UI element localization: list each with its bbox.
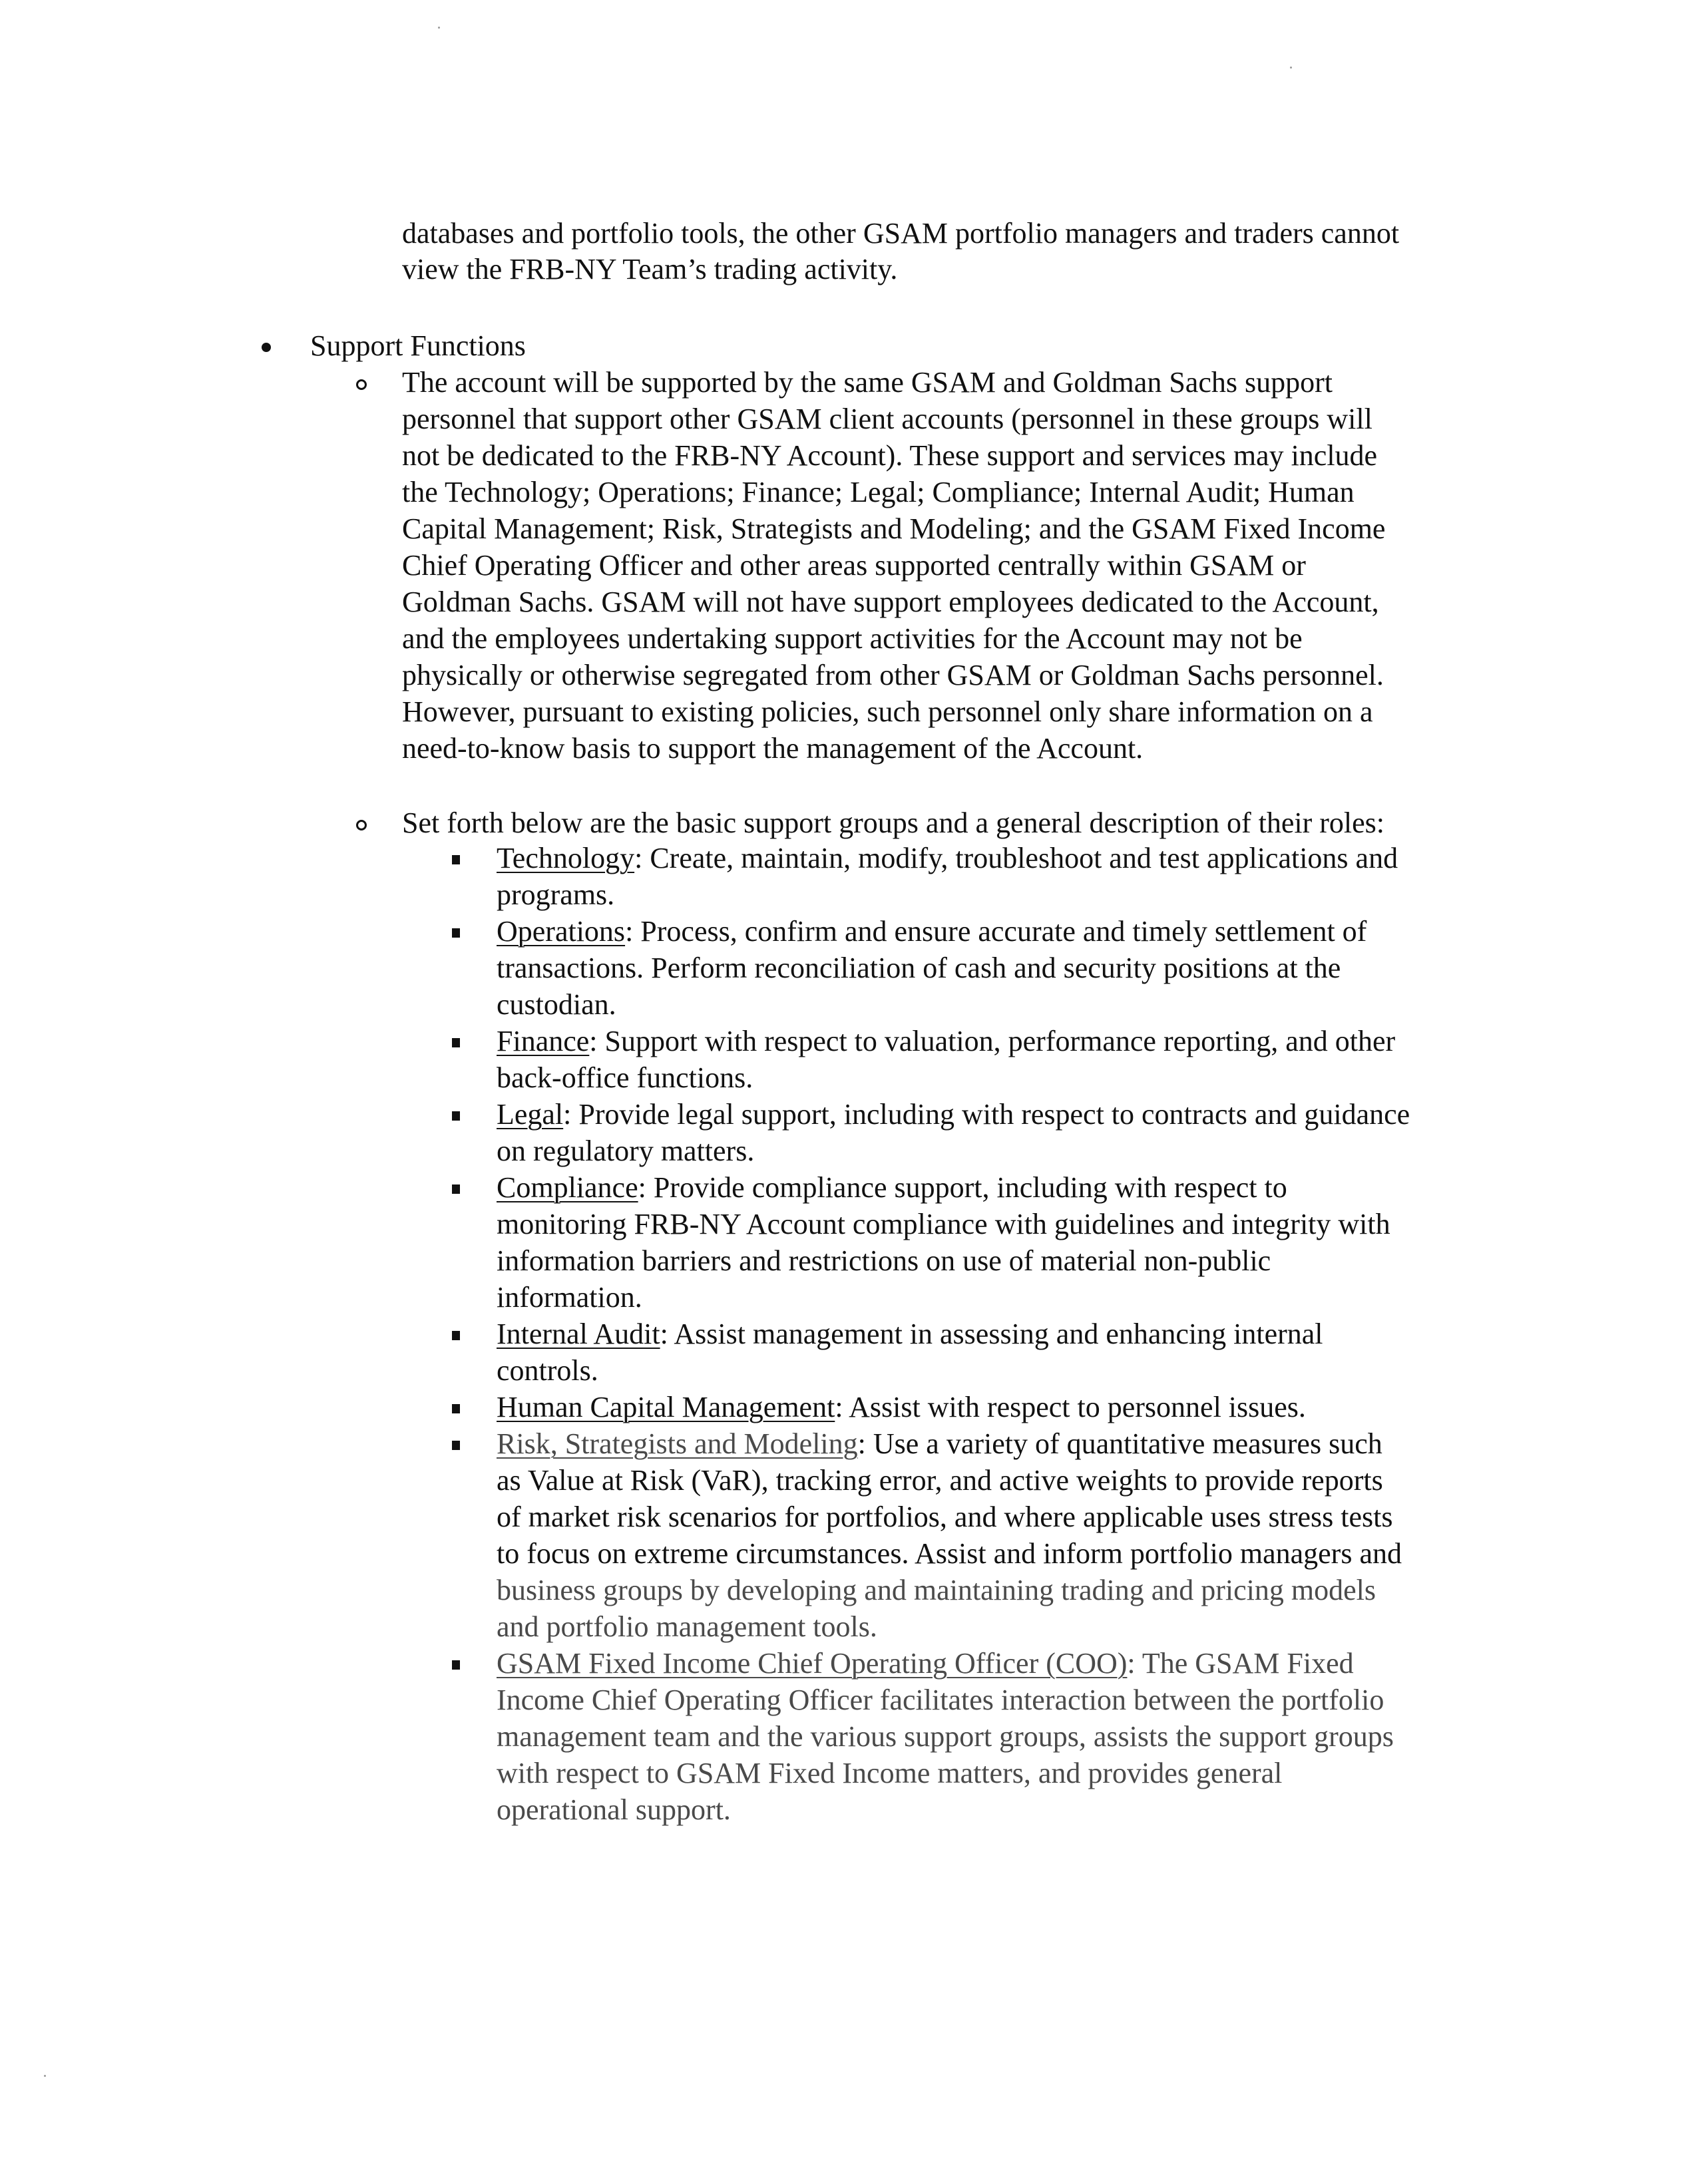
list-item xyxy=(497,1097,1410,1133)
list-item-term: Risk, Strategists and Modeling xyxy=(497,1427,858,1460)
scan-speck xyxy=(1290,67,1292,69)
list-item-term: Finance xyxy=(497,1025,590,1057)
list-item-line: custodian. xyxy=(497,988,616,1021)
bullet-circle-icon xyxy=(356,820,367,830)
list-item-text: : Create, maintain, modify, troubleshoot and test applications and xyxy=(634,842,1398,874)
list-item-line: with respect to GSAM Fixed Income matters, and provides general xyxy=(497,1757,1283,1789)
paragraph-line: Goldman Sachs. GSAM will not have support employees dedicated to the Account, xyxy=(402,586,1379,618)
paragraph-line: The account will be supported by the same GSAM and Goldman Sachs support xyxy=(402,366,1333,399)
list-item xyxy=(497,1389,1306,1425)
list-item xyxy=(497,840,1398,876)
list-item xyxy=(497,914,1367,950)
list-item xyxy=(497,1426,1382,1462)
list-item-line: business groups by developing and maintaining trading and pricing models xyxy=(497,1574,1376,1606)
bullet-square-icon xyxy=(452,855,460,864)
list-item-line: controls. xyxy=(497,1354,598,1387)
list-item xyxy=(497,1170,1287,1206)
list-item-term: Legal xyxy=(497,1098,564,1131)
paragraph-line: However, pursuant to existing policies, such personnel only share information on a xyxy=(402,695,1373,728)
list-item-line: management team and the various support groups, assists the support groups xyxy=(497,1720,1394,1753)
section-heading: Support Functions xyxy=(310,329,526,362)
list-item xyxy=(497,1023,1395,1059)
paragraph-line: not be dedicated to the FRB-NY Account). These support and services may include xyxy=(402,439,1378,472)
bullet-dot-icon xyxy=(262,343,271,352)
list-item xyxy=(497,1646,1354,1682)
continuation-line: view the FRB-NY Team’s trading activity. xyxy=(402,253,898,285)
list-item-text: : Support with respect to valuation, performance reporting, and other xyxy=(589,1025,1396,1057)
continuation-line: databases and portfolio tools, the other GSAM portfolio managers and traders cannot xyxy=(402,217,1400,250)
list-item-text: : The GSAM Fixed xyxy=(1127,1647,1354,1680)
list-item-line: information barriers and restrictions on use of material non-public xyxy=(497,1244,1271,1277)
list-item-line: Income Chief Operating Officer facilitates interaction between the portfolio xyxy=(497,1684,1384,1716)
bullet-square-icon xyxy=(452,1441,460,1450)
list-item-term: GSAM Fixed Income Chief Operating Officer (COO) xyxy=(497,1647,1128,1680)
list-item-text: : Assist management in assessing and enhancing internal xyxy=(660,1318,1323,1350)
list-item-text: : Assist with respect to personnel issues. xyxy=(835,1391,1306,1423)
list-item-term: Internal Audit xyxy=(497,1318,660,1350)
list-item-term: Operations xyxy=(497,915,626,948)
list-item-line: transactions. Perform reconciliation of cash and security positions at the xyxy=(497,952,1341,984)
list-item-line: and portfolio management tools. xyxy=(497,1610,877,1643)
bullet-square-icon xyxy=(452,1111,460,1121)
bullet-square-icon xyxy=(452,1660,460,1670)
paragraph-line: personnel that support other GSAM client accounts (personnel in these groups will xyxy=(402,403,1372,435)
bullet-square-icon xyxy=(452,1331,460,1340)
list-item-term: Compliance xyxy=(497,1171,638,1204)
paragraph-line: physically or otherwise segregated from other GSAM or Goldman Sachs personnel. xyxy=(402,659,1384,691)
bullet-square-icon xyxy=(452,1184,460,1194)
scan-speck xyxy=(438,27,440,29)
paragraph-line: the Technology; Operations; Finance; Legal; Compliance; Internal Audit; Human xyxy=(402,476,1355,508)
list-item-term: Technology xyxy=(497,842,635,874)
list-item xyxy=(497,1316,1323,1352)
list-item-line: programs. xyxy=(497,878,615,911)
list-item-text: : Use a variety of quantitative measures such xyxy=(857,1427,1382,1460)
bullet-square-icon xyxy=(452,1038,460,1047)
paragraph-line: Capital Management; Risk, Strategists and Modeling; and the GSAM Fixed Income xyxy=(402,512,1386,545)
bullet-circle-icon xyxy=(356,379,367,390)
paragraph-line: and the employees undertaking support activities for the Account may not be xyxy=(402,622,1303,655)
list-item-line: of market risk scenarios for portfolios, and where applicable uses stress tests xyxy=(497,1501,1393,1533)
list-item-term: Human Capital Management xyxy=(497,1391,835,1423)
list-item-line: as Value at Risk (VaR), tracking error, and active weights to provide reports xyxy=(497,1464,1383,1497)
list-item-line: back-office functions. xyxy=(497,1061,753,1094)
scan-speck xyxy=(44,2075,46,2077)
list-item-line: monitoring FRB-NY Account compliance with guidelines and integrity with xyxy=(497,1208,1390,1240)
list-item-text: : Process, confirm and ensure accurate and timely settlement of xyxy=(625,915,1367,948)
paragraph-line: Set forth below are the basic support groups and a general description of their roles: xyxy=(402,807,1384,839)
list-item-line: to focus on extreme circumstances. Assist and inform portfolio managers and xyxy=(497,1537,1402,1570)
list-item-text: : Provide compliance support, including with respect to xyxy=(638,1171,1287,1204)
bullet-square-icon xyxy=(452,928,460,938)
paragraph-line: need-to-know basis to support the management of the Account. xyxy=(402,732,1144,765)
paragraph-line: Chief Operating Officer and other areas supported centrally within GSAM or xyxy=(402,549,1306,582)
list-item-line: on regulatory matters. xyxy=(497,1135,755,1167)
list-item-line: operational support. xyxy=(497,1793,731,1826)
bullet-square-icon xyxy=(452,1404,460,1413)
list-item-text: : Provide legal support, including with respect to contracts and guidance xyxy=(563,1098,1410,1131)
list-item-line: information. xyxy=(497,1281,642,1314)
